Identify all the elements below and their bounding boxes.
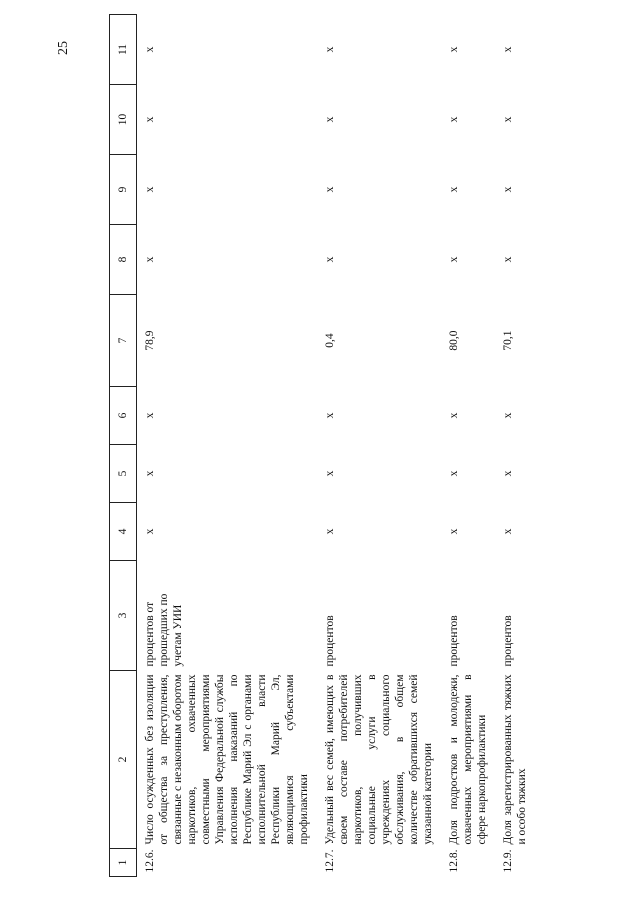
table-row xyxy=(137,15,318,877)
cell-value: х xyxy=(448,256,460,263)
column-header: 6 xyxy=(110,387,137,445)
cell-value: х xyxy=(502,470,514,477)
row-number: 12.6. xyxy=(144,849,156,873)
rotated-table-sheet xyxy=(109,29,617,877)
cell-value: х xyxy=(502,256,514,263)
cell-value: х xyxy=(324,186,336,193)
indicators-table xyxy=(109,14,535,877)
cell-value: х xyxy=(502,186,514,193)
indicator-name: Число осужденных без изоляции от общества за преступления, связанные с незаконным оборотом наркотиков, охваченных совместными мероприятиями Управления Федеральной службы исполнения наказаний по Республике Марий Эл с органами исполнительной власти Республики Марий Эл, являющимися субъектами профилактики xyxy=(144,674,310,845)
cell-value: х xyxy=(502,116,514,123)
cell-value: х xyxy=(502,46,514,53)
cell-value: х xyxy=(144,186,156,193)
unit: процентов xyxy=(502,615,514,667)
cell-value: х xyxy=(324,116,336,123)
cell-value: х xyxy=(324,528,336,535)
cell-value: х xyxy=(448,412,460,419)
column-header: 4 xyxy=(110,503,137,561)
indicator-name: Доля подростков и молодежи, охваченных мероприятиями в сфере наркопрофилактики xyxy=(448,674,488,845)
cell-value: х xyxy=(144,412,156,419)
table-row xyxy=(441,15,495,877)
cell-value: х xyxy=(144,256,156,263)
cell-value: х xyxy=(448,46,460,53)
cell-value: х xyxy=(144,470,156,477)
cell-value: х xyxy=(448,528,460,535)
cell-value: х xyxy=(448,470,460,477)
column-header: 1 xyxy=(110,849,137,877)
cell-value: х xyxy=(324,256,336,263)
cell-value: х xyxy=(448,116,460,123)
cell-value: х xyxy=(448,186,460,193)
row-number: 12.8. xyxy=(448,849,460,873)
table-header-row xyxy=(110,15,137,877)
cell-value: 78,9 xyxy=(144,330,156,351)
cell-value: х xyxy=(324,46,336,53)
unit: процентов от прошедших по учетам УИИ xyxy=(144,593,184,667)
cell-value: 70,1 xyxy=(502,330,514,351)
column-header: 11 xyxy=(110,15,137,85)
indicator-name: Доля зарегистрированных тяжких и особо тяжких xyxy=(502,674,528,845)
table-row xyxy=(317,15,441,877)
cell-value: х xyxy=(502,412,514,419)
column-header: 2 xyxy=(110,671,137,849)
cell-value: х xyxy=(144,116,156,123)
indicator-name: Удельный вес семей, имеющих в своем составе потребителей наркотиков, получивших социальные услуги в учреждениях социального обслуживания, в общем количестве обратившихся семей указанной категории xyxy=(324,674,434,845)
row-number: 12.7. xyxy=(324,849,336,873)
cell-value: х xyxy=(502,528,514,535)
row-number: 12.9. xyxy=(502,849,514,873)
cell-value: х xyxy=(144,528,156,535)
cell-value: х xyxy=(144,46,156,53)
column-header: 3 xyxy=(110,561,137,671)
column-header: 5 xyxy=(110,445,137,503)
unit: процентов xyxy=(448,615,460,667)
table-row xyxy=(495,15,535,877)
cell-value: 80,0 xyxy=(448,330,460,351)
cell-value: х xyxy=(324,412,336,419)
column-header: 7 xyxy=(110,295,137,387)
cell-value: х xyxy=(324,470,336,477)
cell-value: 0,4 xyxy=(324,333,336,348)
column-header: 9 xyxy=(110,155,137,225)
page-number: 25 xyxy=(56,41,71,55)
column-header: 8 xyxy=(110,225,137,295)
unit: процентов xyxy=(324,615,336,667)
column-header: 10 xyxy=(110,85,137,155)
